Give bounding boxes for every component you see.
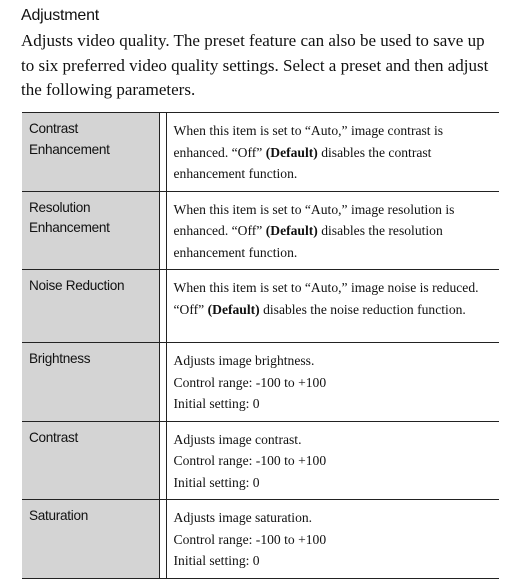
- parameter-name-cell: [22, 421, 159, 500]
- parameter-name: Contrast: [29, 429, 78, 445]
- initial-setting-line: Initial setting: 0: [173, 396, 260, 411]
- description-text: disables the contrast enhancement function.: [173, 144, 432, 181]
- description-line: Adjusts image contrast.: [173, 431, 302, 447]
- parameter-description: [174, 120, 492, 185]
- column-separator: [159, 113, 166, 192]
- table-row: [22, 113, 499, 192]
- parameter-name: Noise Reduction: [29, 278, 125, 293]
- parameter-description-cell: [166, 113, 499, 192]
- initial-setting-line: Initial setting: 0: [173, 474, 260, 490]
- description-text: When this item is set to “Auto,” image noise is reduced. “Off”: [173, 280, 479, 317]
- description-line: Adjusts image saturation.: [173, 510, 313, 525]
- table-row: [22, 270, 499, 343]
- control-range-line: Control range: -100 to +100: [173, 453, 327, 468]
- parameter-name-cell: [22, 113, 159, 192]
- control-range-line: Control range: -100 to +100: [173, 531, 327, 547]
- parameter-name-cell: [22, 270, 159, 343]
- table-row: [22, 343, 499, 422]
- parameter-description-cell: [166, 191, 499, 270]
- description-text: disables the resolution enhancement function.: [173, 223, 443, 260]
- table-row: [22, 500, 499, 579]
- column-separator: [159, 421, 166, 500]
- section-intro: Adjusts video quality. The preset feature can also be used to save up to six preferred video quality settings. Select a preset and then adjust the following parameters.: [21, 31, 489, 99]
- parameter-name: Resolution Enhancement: [29, 199, 110, 235]
- control-range-line: Control range: -100 to +100: [173, 374, 327, 390]
- default-marker: (Default): [265, 223, 318, 238]
- parameter-name: Contrast Enhancement: [29, 121, 110, 157]
- table-row: [22, 421, 499, 500]
- parameter-description-cell: [166, 270, 499, 343]
- parameter-description-cell: [166, 500, 499, 579]
- table-row: [22, 191, 499, 270]
- parameter-description: [174, 277, 492, 320]
- description-text: When this item is set to “Auto,” image resolution is enhanced. “Off”: [173, 201, 455, 238]
- parameter-description-cell: [166, 421, 499, 500]
- initial-setting-line: Initial setting: 0: [173, 553, 260, 568]
- parameter-name: Brightness: [29, 351, 91, 366]
- parameter-description-cell: [166, 343, 499, 422]
- parameter-name-cell: [22, 500, 159, 579]
- parameter-table: [22, 112, 499, 579]
- description-text: disables the noise reduction function.: [259, 301, 466, 317]
- parameter-name-cell: [22, 343, 159, 422]
- default-marker: (Default): [265, 144, 318, 160]
- column-separator: [159, 270, 166, 343]
- description-text: When this item is set to “Auto,” image contrast is enhanced. “Off”: [173, 123, 444, 160]
- section-heading: Adjustment: [21, 7, 100, 24]
- parameter-name-cell: [22, 191, 159, 270]
- parameter-name: Saturation: [29, 508, 88, 523]
- description-line: Adjusts image brightness.: [173, 353, 315, 368]
- column-separator: [159, 500, 166, 579]
- parameter-description: [174, 199, 492, 264]
- default-marker: (Default): [207, 301, 260, 317]
- column-separator: [159, 343, 166, 422]
- column-separator: [159, 191, 166, 270]
